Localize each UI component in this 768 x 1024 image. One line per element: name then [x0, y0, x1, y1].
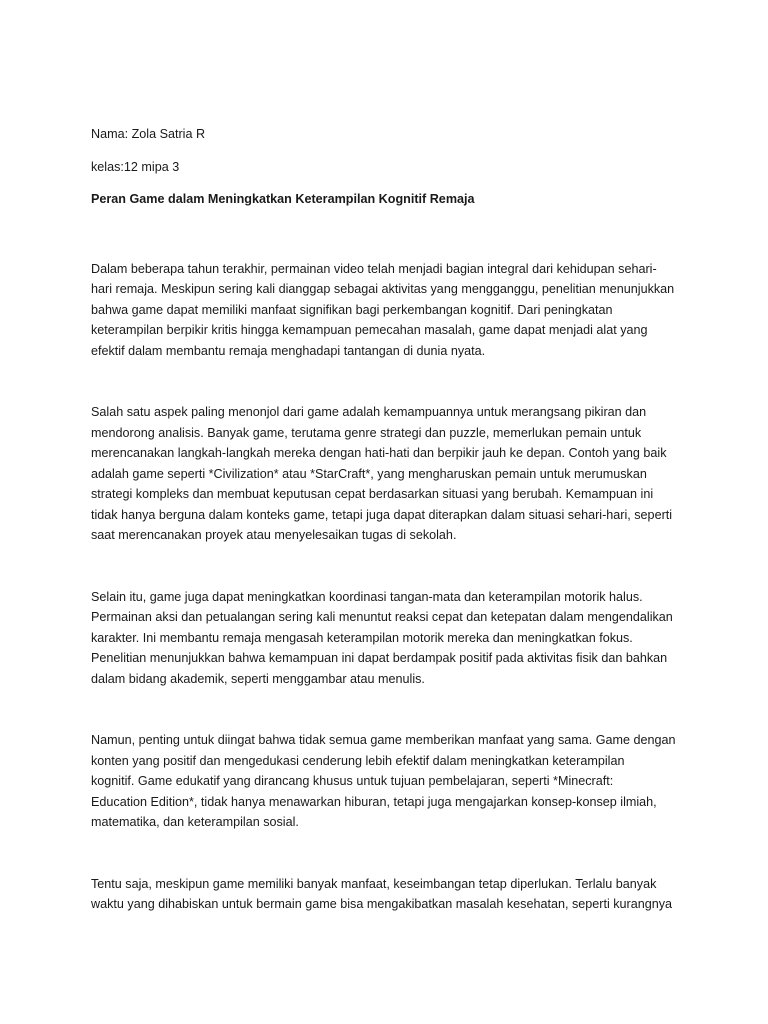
paragraph-2: Salah satu aspek paling menonjol dari game adalah kemampuannya untuk merangsang pikiran dan mendorong analisis. Banyak game, terutama genre strategi dan puzzle, memerlukan pemain untuk merencanakan langkah-langkah mereka dengan hati-hati dan berpikir jauh ke depan. Contoh yang baik adalah game seperti *Civilization* atau *StarCraft*, yang mengharuskan pemain untuk merumuskan strategi kompleks dan membuat keputusan cepat berdasarkan situasi yang berubah. Kemampuan ini tidak hanya berguna dalam konteks game, tetapi juga dapat diterapkan dalam situasi sehari-hari, seperti saat merencanakan proyek atau menyelesaikan tugas di sekolah. [91, 405, 673, 542]
paragraph-3: Selain itu, game juga dapat meningkatkan koordinasi tangan-mata dan keterampilan motorik halus. Permainan aksi dan petualangan sering kali menuntut reaksi cepat dan ketepatan dalam mengendalikan karakter. Ini membantu remaja mengasah keterampilan motorik mereka dan meningkatkan fokus. Penelitian menunjukkan bahwa kemampuan ini dapat berdampak positif pada aktivitas fisik dan bahkan dalam bidang akademik, seperti menggambar atau menulis. [91, 589, 673, 686]
student-name: Nama: Zola Satria R [91, 127, 206, 141]
paragraph-5: Tentu saja, meskipun game memiliki banyak manfaat, keseimbangan tetap diperlukan. Terlalu banyak waktu yang dihabiskan untuk bermain game bisa mengakibatkan masalah kesehatan, seperti kurangnya [91, 876, 673, 911]
student-class: kelas:12 mipa 3 [91, 159, 180, 174]
document-body [91, 124, 691, 956]
paragraph-4: Namun, penting untuk diingat bahwa tidak semua game memberikan manfaat yang sama. Game dengan konten yang positif dan mengedukasi cenderung lebih efektif dalam meningkatkan keterampilan kognitif. Game edukatif yang dirancang khusus untuk tujuan pembelajaran, seperti *Minecraft: Education Edition*, tidak hanya menawarkan hiburan, tetapi juga mengajarkan konsep-konsep ilmiah, matematika, dan keterampilan sosial. [91, 733, 676, 829]
document-title: Peran Game dalam Meningkatkan Keterampilan Kognitif Remaja [91, 192, 475, 206]
paragraph-1: Dalam beberapa tahun terakhir, permainan video telah menjadi bagian integral dari kehidupan sehari- hari remaja. Meskipun sering kali dianggap sebagai aktivitas yang mengganggu, penelitian menunjukkan bahwa game dapat memiliki manfaat signifikan bagi perkembangan kognitif. Dari peningkatan keterampilan berpikir kritis hingga kemampuan pemecahan masalah, game dapat menjadi alat yang efektif dalam membantu remaja menghadapi tantangan di dunia nyata. [91, 261, 675, 358]
